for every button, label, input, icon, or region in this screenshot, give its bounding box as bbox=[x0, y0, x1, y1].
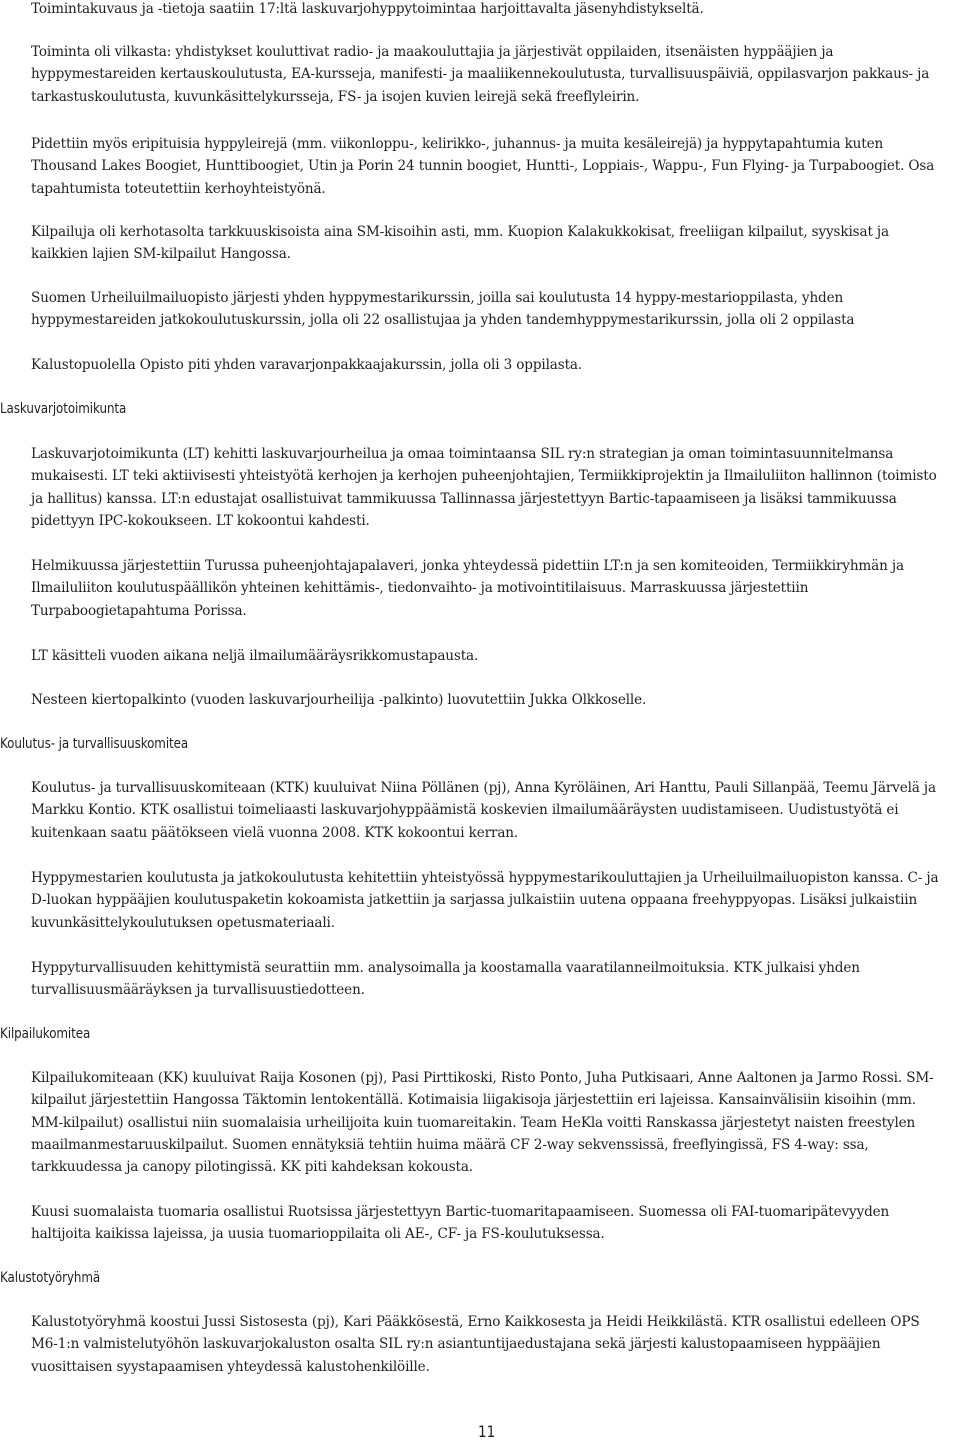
intro-paragraph-5: Suomen Urheiluilmailuopisto järjesti yhden hyppymestarikurssin, joilla sai koulutusta 14 hyppy-mestarioppilasta, yhden hyppymestareiden jatkokoulutuskurssin, jolla oli 22 osallistujaa ja yhden tandemhyppymestarikurssin, jolla oli 2 oppilasta bbox=[31, 290, 855, 329]
section-heading-kilpailukomitea: Kilpailukomitea bbox=[0, 1026, 91, 1042]
intro-paragraph-6: Kalustopuolella Opisto piti yhden varavarjonpakkaajakurssin, jolla oli 3 oppilasta. bbox=[31, 357, 583, 373]
koulutus-paragraph-2: Hyppymestarien koulutusta ja jatkokoulutusta kehitettiin yhteistyössä hyppymestarikouluttajien ja Urheiluilmailuopiston kanssa. C- ja D-luokan hyppääjien koulutuspaketin kokoamista jatkettiin ja sarjassa julkaistiin uutena oppaana freehyppyopas. Lisäksi julkaistiin kuvunkäsittelykoulutuksen opetusmateriaali. bbox=[31, 870, 939, 931]
intro-paragraph-3: Pidettiin myös eripituisia hyppyleirejä (mm. viikonloppu-, kelirikko-, juhannus- ja muita kesäleirejä) ja hyppytapahtumia kuten Thousand Lakes Boogiet, Hunttiboogiet, Utin ja Porin 24 tunnin boogiet, Huntti-, Loppiais-, Wappu-, Fun Flying- ja Turpaboogiet. Osa tapahtumista toteutettiin kerhoyhteistyönä. bbox=[31, 136, 935, 197]
kilpailukomitea-paragraph-1: Kilpailukomiteaan (KK) kuuluivat Raija Kosonen (pj), Pasi Pirttikoski, Risto Ponto, Juha Putkisaari, Anne Aaltonen ja Jarmo Rossi. SM-kilpailut järjestettiin Hangossa Täktomin lentokentällä. Kotimaisia liigakisoja järjestettiin eri lajeissa. Kansainvälisiin kisoihin (mm. MM-kilpailut) osallistui niin suomalaisia urheilijoita kuin tuomareitakin. Team HeKla voitti Ranskassa järjestetyt naisten freestylen maailmanmestaruuskilpailut. Suomen ennätyksiä tehtiin huima määrä CF 2-way sekvenssissä, freeflyingissä, FS 4-way: ssa, tarkkuudessa ja canopy pilotingissä. KK piti kahdeksan kokousta. bbox=[31, 1070, 934, 1176]
laskuvarjotoimikunta-paragraph-2: Helmikuussa järjestettiin Turussa puheenjohtajapalaveri, jonka yhteydessä pidettiin LT:n ja sen komiteoiden, Termiikkiryhmän ja Ilmailuliiton koulutuspäällikön yhteinen kehittämis-, tiedonvaihto- ja motivointitilaisuus. Marraskuussa järjestettiin Turpaboogietapahtuma Porissa. bbox=[31, 558, 904, 619]
page-number: 11 bbox=[478, 1422, 496, 1441]
kilpailukomitea-paragraph-2: Kuusi suomalaista tuomaria osallistui Ruotsissa järjestettyyn Bartic-tuomaritapaamiseen. Suomessa oli FAI-tuomaripätevyyden haltijoita kaikissa lajeissa, ja uusia tuomarioppilaita oli AE-, CF- ja FS-koulutuksessa. bbox=[31, 1204, 890, 1243]
laskuvarjotoimikunta-paragraph-3: LT käsitteli vuoden aikana neljä ilmailumääräysrikkomustapausta. bbox=[31, 648, 479, 664]
section-heading-kalustotyoryhma: Kalustotyöryhmä bbox=[0, 1270, 101, 1286]
section-heading-koulutus: Koulutus- ja turvallisuuskomitea bbox=[0, 736, 189, 752]
section-heading-laskuvarjotoimikunta: Laskuvarjotoimikunta bbox=[0, 401, 127, 417]
koulutus-paragraph-3: Hyppyturvallisuuden kehittymistä seurattiin mm. analysoimalla ja koostamalla vaaratilanneilmoituksia. KTK julkaisi yhden turvallisuusmääräyksen ja turvallisuustiedotteen. bbox=[31, 960, 860, 999]
intro-paragraph-1: Toimintakuvaus ja -tietoja saatiin 17:ltä laskuvarjohyppytoimintaa harjoittavalta jäsenyhdistykseltä. bbox=[31, 1, 704, 17]
intro-paragraph-4: Kilpailuja oli kerhotasolta tarkkuuskisoista aina SM-kisoihin asti, mm. Kuopion Kalakukkokisat, freeliigan kilpailut, syyskisat ja kaikkien lajien SM-kilpailut Hangossa. bbox=[31, 224, 889, 263]
koulutus-paragraph-1: Koulutus- ja turvallisuuskomiteaan (KTK) kuuluivat Niina Pöllänen (pj), Anna Kyröläinen, Ari Hanttu, Pauli Sillanpää, Teemu Järvelä ja Markku Kontio. KTK osallistui toimeliaasti laskuvarjohyppäämistä koskevien ilmailumääräysten uudistamiseen. Uudistustyötä ei kuitenkaan saatu päätökseen vielä vuonna 2008. KTK kokoontui kerran. bbox=[31, 780, 936, 841]
kalustotyoryhma-paragraph-1: Kalustotyöryhmä koostui Jussi Sistosesta (pj), Kari Pääkkösestä, Erno Kaikkosesta ja Heidi Heikkilästä. KTR osallistui edelleen OPS M6-1:n valmistelutyöhön laskuvarjokaluston osalta SIL ry:n asiantuntijaedustajana sekä järjesti kalustopaamiseen hyppääjien vuosittaisen syystapaamisen yhteydessä kalustohenkilöille. bbox=[31, 1314, 920, 1375]
laskuvarjotoimikunta-paragraph-4: Nesteen kiertopalkinto (vuoden laskuvarjourheilija -palkinto) luovutettiin Jukka Olkkoselle. bbox=[31, 692, 647, 708]
laskuvarjotoimikunta-paragraph-1: Laskuvarjotoimikunta (LT) kehitti laskuvarjourheilua ja omaa toimintaansa SIL ry:n strategian ja oman toimintasuunnitelmansa mukaisesti. LT teki aktiivisesti yhteistyötä kerhojen ja kerhojen puheenjohtajien, Termiikkiprojektin ja Ilmailuliiton hallinnon (toimisto ja hallitus) kanssa. LT:n edustajat osallistuivat tammikuussa Tallinnassa järjestettyyn Bartic-tapaamiseen ja lisäksi tammikuussa pidettyyn IPC-kokoukseen. LT kokoontui kahdesti. bbox=[31, 446, 937, 529]
intro-paragraph-2: Toiminta oli vilkasta: yhdistykset kouluttivat radio- ja maakouluttajia ja järjestivät oppilaiden, itsenäisten hyppääjien ja hyppymestareiden kertauskoulutusta, EA-kursseja, manifesti- ja maaliikennekoulutusta, turvallisuuspäiviä, oppilasvarjon pakkaus- ja tarkastuskoulutusta, kuvunkäsittelykursseja, FS- ja isojen kuvien leirejä sekä freeflyleirin. bbox=[31, 44, 930, 105]
